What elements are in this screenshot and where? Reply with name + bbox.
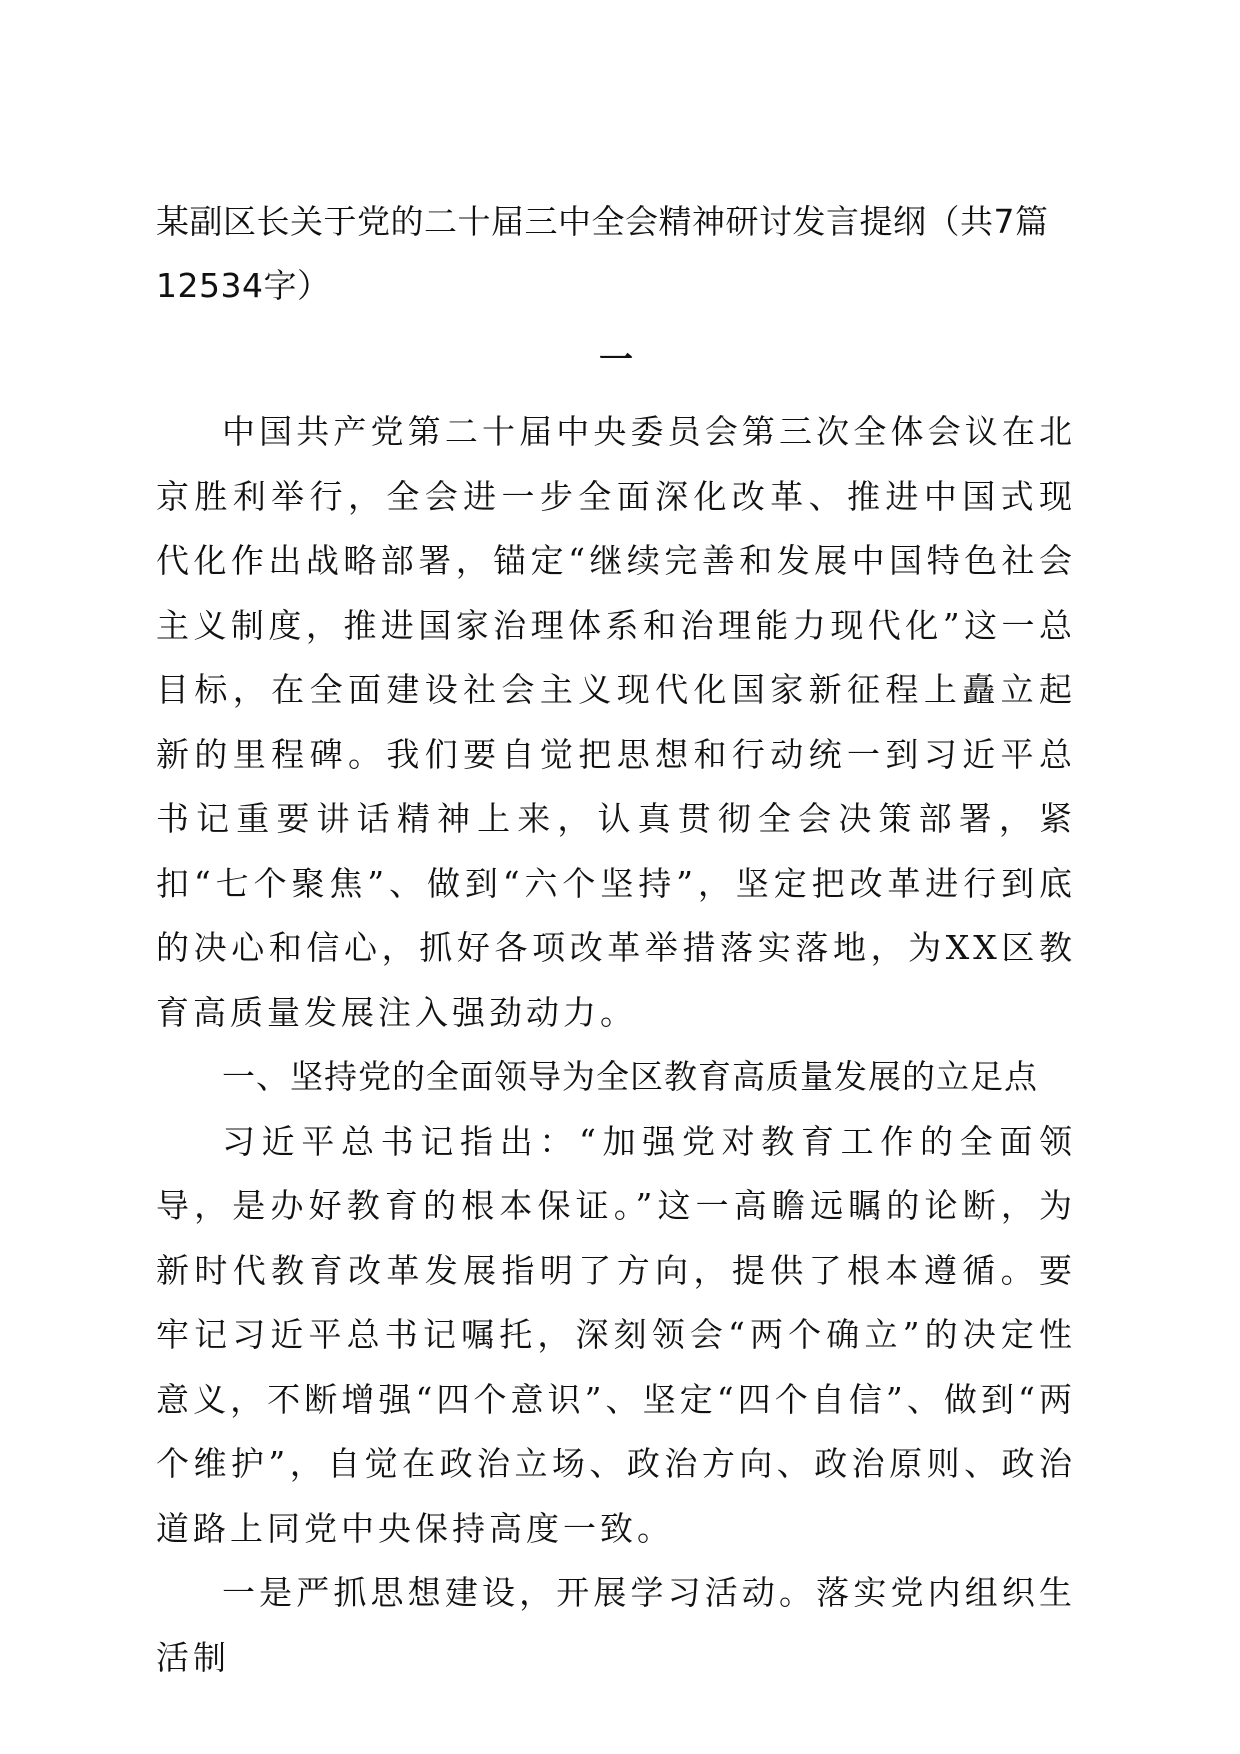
section-marker: 一 <box>599 340 633 380</box>
document-page <box>156 190 1076 1690</box>
body-paragraph: 习近平总书记指出：“加强党对教育工作的全面领导，是办好教育的根本保证。”这一高瞻远瞩的论断，为新时代教育改革发展指明了方向，提供了根本遵循。要牢记习近平总书记嘱托，深刻领会“两个确立”的决定性意义，不断增强“四个意识”、坚定“四个自信”、做到“两个维护”，自觉在政治立场、政治方向、政治原则、政治道路上同党中央保持高度一致。 <box>156 1121 1076 1548</box>
section-heading: 一、坚持党的全面领导为全区教育高质量发展的立足点 <box>222 1057 1038 1096</box>
body-paragraph: 一是严抓思想建设，开展学习活动。落实党内组织生活制 <box>156 1573 1076 1677</box>
intro-paragraph: 中国共产党第二十届中央委员会第三次全体会议在北京胜利举行，全会进一步全面深化改革、推进中国式现代化作出战略部署，锚定“继续完善和发展中国特色社会主义制度，推进国家治理体系和治理能力现代化”这一总目标，在全面建设社会主义现代化国家新征程上矗立起新的里程碑。我们要自觉把思想和行动统一到习近平总书记重要讲话精神上来，认真贯彻全会决策部署，紧扣“七个聚焦”、做到“六个坚持”，坚定把改革进行到底的决心和信心，抓好各项改革举措落实落地，为XX区教育高质量发展注入强劲动力。 <box>156 412 1076 1032</box>
document-title: 某副区长关于党的二十届三中全会精神研讨发言提纲（共7篇12534字） <box>156 202 1049 305</box>
